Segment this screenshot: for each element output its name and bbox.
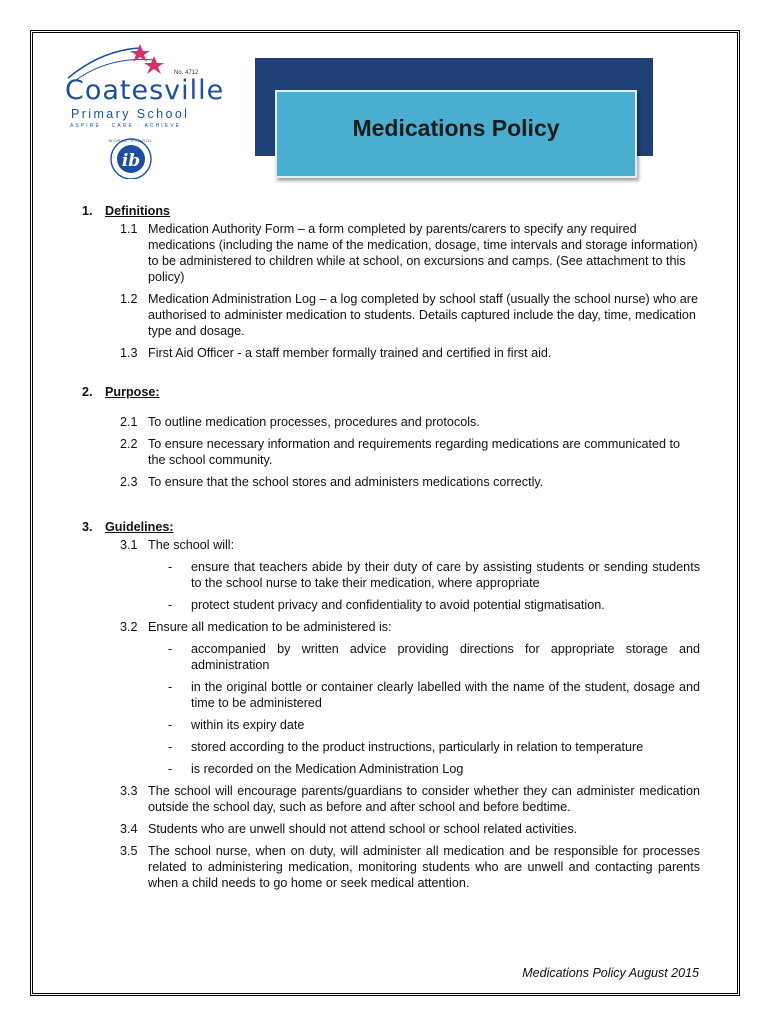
svg-text:ib: ib: [121, 151, 141, 171]
list-item: [80, 436, 700, 468]
ib-world-school-icon: [100, 135, 162, 179]
bullet-item: [80, 761, 700, 777]
bullet-dash: -: [168, 642, 173, 656]
svg-text:WORLD SCHOOL: WORLD SCHOOL: [108, 138, 154, 143]
item-number: 3.2: [120, 620, 138, 634]
bullet-text: is recorded on the Medication Administration Log: [191, 762, 464, 776]
item-text: To outline medication processes, procedures and protocols.: [148, 415, 480, 429]
bullet-dash: -: [168, 718, 173, 732]
title-banner: [275, 90, 637, 178]
item-number: 1.3: [120, 346, 138, 360]
item-text: The school nurse, when on duty, will administer all medication and be responsible for processes related to administering medication, monitoring students who are unwell and contacting parents when a child needs to go home or seek medical attention.: [148, 844, 700, 890]
item-text: The school will encourage parents/guardians to consider whether they can administer medication outside the school day, such as before and after school and before bedtime.: [148, 784, 700, 814]
section-heading-guidelines: [80, 519, 700, 535]
bullet-dash: -: [168, 740, 173, 754]
item-text: The school will:: [148, 538, 235, 552]
section-title: Purpose:: [105, 385, 160, 399]
bullet-text: protect student privacy and confidentiality to avoid potential stigmatisation.: [191, 598, 605, 612]
section-number: 1.: [82, 204, 93, 218]
item-text: To ensure that the school stores and administers medications correctly.: [148, 475, 544, 489]
bullet-text: accompanied by written advice providing directions for appropriate storage and administration: [191, 642, 700, 672]
bullet-text: in the original bottle or container clearly labelled with the name of the student, dosage and time to be administered: [191, 680, 700, 710]
bullet-text: ensure that teachers abide by their duty of care by assisting students or sending students to the school nurse to take their medication, where appropriate: [191, 560, 700, 590]
bullet-item: [80, 717, 700, 733]
list-item: [80, 619, 700, 635]
item-number: 3.1: [120, 538, 138, 552]
item-number: 3.3: [120, 784, 138, 798]
bullet-dash: -: [168, 560, 173, 574]
item-text: First Aid Officer - a staff member formally trained and certified in first aid.: [148, 346, 552, 360]
item-text: Medication Authority Form – a form completed by parents/carers to specify any required medications (including the name of the medication, dosage, time intervals and storage information) to be administered to children while at school, on excursions and camps. (See attachment to this policy): [148, 222, 698, 284]
bullet-item: [80, 559, 700, 591]
page-title: Medications Policy: [352, 114, 560, 141]
bullet-dash: -: [168, 598, 173, 612]
bullet-item: [80, 597, 700, 613]
item-text: Ensure all medication to be administered is:: [148, 620, 392, 634]
item-number: 2.1: [120, 415, 138, 429]
list-item: [80, 414, 700, 430]
school-logo: [62, 42, 225, 172]
bullet-text: stored according to the product instructions, particularly in relation to temperature: [191, 740, 644, 754]
list-item: [80, 843, 700, 891]
item-number: 1.2: [120, 292, 138, 306]
bullet-item: [80, 679, 700, 711]
item-text: To ensure necessary information and requirements regarding medications are communicated to the school community.: [148, 437, 681, 467]
bullet-item: [80, 641, 700, 673]
section-title: Guidelines:: [105, 520, 174, 534]
list-item: [80, 474, 700, 490]
item-number: 2.3: [120, 475, 138, 489]
list-item: [80, 537, 700, 553]
section-number: 3.: [82, 520, 93, 534]
school-subtitle: Primary School: [71, 107, 190, 121]
section-title: Definitions: [105, 204, 171, 218]
school-number: No. 4712: [174, 70, 199, 76]
item-text: Medication Administration Log – a log completed by school staff (usually the school nurse) who are authorised to administer medication to students. Details captured include the day, time, medication type and dosage.: [148, 292, 698, 338]
bullet-dash: -: [168, 762, 173, 776]
bullet-dash: -: [168, 680, 173, 694]
school-name: Coatesville: [65, 75, 225, 106]
page-footer: Medications Policy August 2015: [522, 966, 699, 980]
section-heading-purpose: [80, 384, 700, 400]
item-text: Students who are unwell should not attend school or school related activities.: [148, 822, 578, 836]
list-item: [80, 783, 700, 815]
item-number: 3.5: [120, 844, 138, 858]
item-number: 2.2: [120, 437, 138, 451]
section-heading-definitions: [80, 203, 700, 219]
school-motto: ASPIRE · CARE · ACHIEVE: [70, 123, 182, 129]
bullet-item: [80, 739, 700, 755]
bullet-text: within its expiry date: [191, 718, 305, 732]
item-number: 1.1: [120, 222, 138, 236]
list-item: [80, 291, 700, 339]
list-item: [80, 345, 700, 361]
item-number: 3.4: [120, 822, 138, 836]
policy-body: [80, 203, 700, 891]
list-item: [80, 821, 700, 837]
list-item: [80, 221, 700, 285]
section-number: 2.: [82, 385, 93, 399]
